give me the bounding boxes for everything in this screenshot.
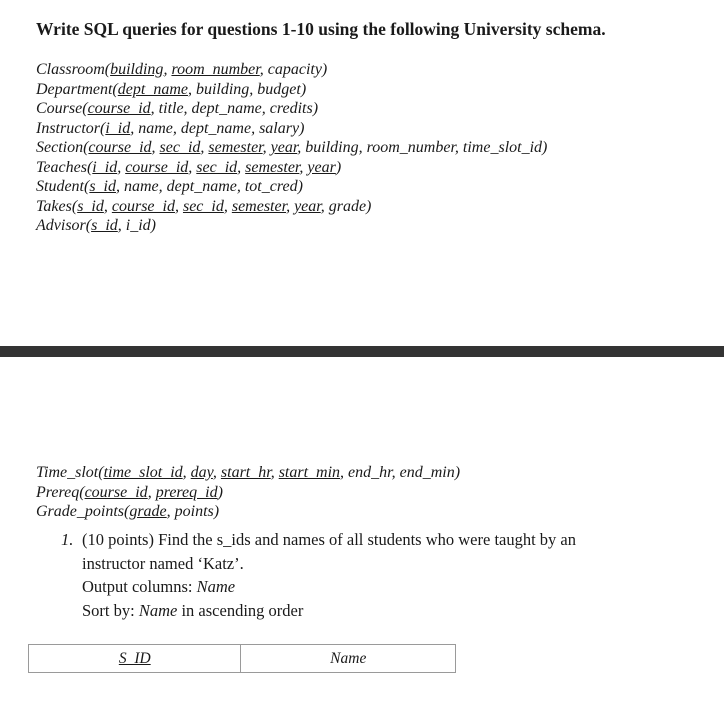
schema-key: start_min xyxy=(278,464,341,481)
schema-text: , grade) xyxy=(320,197,372,215)
schema-text: , xyxy=(174,197,183,215)
schema-key: semester xyxy=(231,197,287,215)
schema-key: year xyxy=(294,197,321,215)
schema-key: year xyxy=(270,139,298,156)
schema-text: , xyxy=(200,139,209,156)
schema-text: , points) xyxy=(166,503,220,520)
schema-text: , xyxy=(188,158,197,176)
schema-text: , xyxy=(103,197,112,215)
schema-key: sec_id xyxy=(182,197,224,215)
schema-line xyxy=(36,138,547,158)
schema-line xyxy=(36,177,547,197)
output-columns xyxy=(82,577,235,597)
schema-text: , xyxy=(262,139,271,156)
schema-key: semester xyxy=(208,139,263,156)
sort-by-value: Name xyxy=(138,601,178,620)
page-top xyxy=(0,0,724,345)
schema-key: course_id xyxy=(87,100,151,117)
table-row xyxy=(29,645,456,673)
schema-key: course_id xyxy=(88,139,152,156)
schema-key: semester xyxy=(245,158,300,176)
schema-text: , i_id) xyxy=(117,217,156,234)
schema-text: Classroom( xyxy=(36,61,111,78)
output-columns-value: Name xyxy=(196,577,236,596)
schema-text: , xyxy=(212,464,221,481)
schema-key: building xyxy=(110,61,164,78)
schema-text: , building, room_number, time_slot_id) xyxy=(297,139,548,156)
schema-text: ) xyxy=(335,158,342,176)
schema-key: dept_name xyxy=(117,80,188,98)
schema-line xyxy=(36,158,547,178)
sort-by xyxy=(82,601,303,621)
schema-line xyxy=(36,99,547,119)
table-header-name xyxy=(241,645,456,673)
schema-text: , xyxy=(117,158,126,176)
schema-line xyxy=(36,463,460,483)
schema-text: , xyxy=(237,158,246,176)
schema-text: , xyxy=(299,158,308,176)
schema-key: grade xyxy=(129,503,167,520)
schema-text: Takes( xyxy=(36,197,78,215)
schema-text: Teaches( xyxy=(36,158,93,176)
schema-text: Student( xyxy=(36,178,90,195)
schema-list-bottom xyxy=(36,463,460,522)
schema-key: start_hr xyxy=(220,464,271,481)
schema-line xyxy=(36,119,547,139)
schema-line xyxy=(36,80,547,100)
schema-key: i_id xyxy=(105,119,131,137)
schema-text: Prereq( xyxy=(36,483,85,501)
schema-text: , name, dept_name, tot_cred) xyxy=(116,178,303,195)
schema-text: , xyxy=(182,464,191,481)
schema-key: course_id xyxy=(111,197,175,215)
schema-line xyxy=(36,216,547,236)
schema-text: Department( xyxy=(36,80,118,98)
schema-key: i_id xyxy=(92,158,118,176)
schema-text: Advisor( xyxy=(36,217,92,234)
schema-key: s_id xyxy=(91,217,118,234)
table-header-sid-label: S_ID xyxy=(118,649,151,667)
schema-key: prereq_id xyxy=(155,483,218,501)
sort-by-label: Sort by: xyxy=(82,601,139,620)
question-number: 1. xyxy=(61,530,74,549)
schema-key: s_id xyxy=(89,178,116,195)
schema-text: , xyxy=(270,464,279,481)
schema-text: , xyxy=(286,197,295,215)
schema-key: sec_id xyxy=(196,158,238,176)
question-line-2: instructor named ‘Katz’. xyxy=(82,554,244,573)
schema-key: year xyxy=(307,158,336,176)
page-heading: Write SQL queries for questions 1-10 using the following University schema. xyxy=(36,19,606,39)
schema-key: course_id xyxy=(84,483,148,501)
question-text xyxy=(82,528,701,576)
schema-line xyxy=(36,502,460,522)
question-line-1: (10 points) Find the s_ids and names of all students who were taught by an xyxy=(82,530,577,549)
question-1 xyxy=(61,528,701,576)
schema-key: time_slot_id xyxy=(103,464,183,481)
schema-text: Grade_points( xyxy=(36,503,130,520)
schema-text: , end_hr, end_min) xyxy=(340,464,461,481)
schema-line xyxy=(36,197,547,217)
schema-text: Section( xyxy=(36,139,89,156)
schema-text: , title, dept_name, credits) xyxy=(150,100,319,117)
output-columns-label: Output columns: xyxy=(82,577,197,596)
sort-by-suffix: in ascending order xyxy=(177,601,304,620)
schema-key: day xyxy=(190,464,213,481)
schema-text: , xyxy=(223,197,232,215)
schema-text: Course( xyxy=(36,100,88,117)
schema-text: , building, budget) xyxy=(187,80,307,98)
schema-text: , xyxy=(151,139,160,156)
schema-text: , capacity) xyxy=(259,61,328,78)
schema-text: ) xyxy=(217,483,223,501)
schema-list-top xyxy=(36,60,547,236)
schema-text: Time_slot( xyxy=(36,464,104,481)
table-header-name-label: Name xyxy=(330,649,367,667)
schema-text: , xyxy=(163,61,172,78)
schema-key: room_number xyxy=(171,61,260,78)
result-table xyxy=(28,644,456,673)
schema-key: s_id xyxy=(77,197,104,215)
schema-line xyxy=(36,60,547,80)
schema-key: sec_id xyxy=(159,139,201,156)
table-header-sid xyxy=(29,645,241,673)
page-divider xyxy=(0,346,724,357)
schema-text: , name, dept_name, salary) xyxy=(130,119,305,137)
schema-key: course_id xyxy=(125,158,189,176)
schema-text: , xyxy=(147,483,156,501)
schema-line xyxy=(36,483,460,503)
schema-text: Instructor( xyxy=(36,119,106,137)
